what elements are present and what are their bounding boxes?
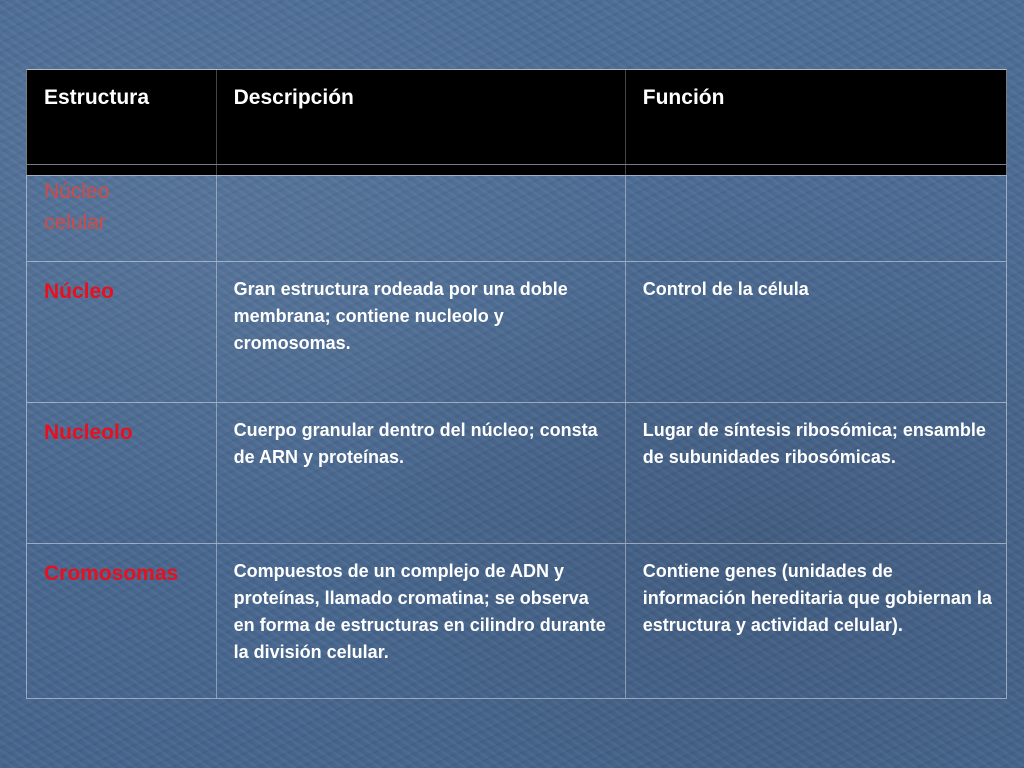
row-gap [26, 392, 1007, 402]
structure-name: Cromosomas [44, 562, 179, 585]
structure-name: Nucleolo [44, 421, 133, 444]
structure-name: Núcleo [44, 280, 115, 303]
header-estructura: Estructura [27, 70, 217, 164]
row-function-cell [626, 544, 1006, 698]
row-function-cell [626, 403, 1006, 533]
header-funcion: Función [642, 86, 725, 109]
structures-table [26, 69, 1007, 699]
row-gap [26, 251, 1007, 261]
row-description-cell [217, 403, 626, 533]
row-function-cell [626, 176, 1006, 251]
table-header-row [26, 69, 1007, 164]
spacer-cell [27, 165, 217, 175]
structure-function: Contiene genes (unidades de información hereditaria que gobiernan la estructura y actividad celular). [642, 561, 992, 635]
table-row [26, 402, 1007, 533]
structure-description: Gran estructura rodeada por una doble membrana; contiene nucleolo y cromosomas. [233, 279, 568, 353]
structure-name: Núcleo celular [44, 180, 110, 234]
row-description-cell [217, 176, 626, 251]
spacer-cell [626, 165, 1006, 175]
row-name-cell [27, 176, 217, 251]
structure-description: Cuerpo granular dentro del núcleo; consta de ARN y proteínas. [233, 420, 598, 467]
row-description-cell [217, 544, 626, 698]
row-name-cell [27, 403, 217, 533]
structure-function: Control de la célula [642, 279, 809, 299]
structure-description: Compuestos de un complejo de ADN y proteínas, llamado cromatina; se observa en forma de estructuras en cilindro durante la división celular. [233, 561, 606, 662]
header-descripcion: Descripción [217, 70, 626, 164]
table-row [26, 543, 1007, 699]
spacer-cell [217, 165, 626, 175]
row-gap [26, 533, 1007, 543]
row-function-cell [626, 262, 1006, 392]
row-name-cell [27, 262, 217, 392]
table-row [26, 261, 1007, 392]
header-spacer-row [26, 164, 1007, 175]
row-description-cell [217, 262, 626, 392]
structure-function: Lugar de síntesis ribosómica; ensamble de subunidades ribosómicas. [642, 420, 986, 467]
row-name-cell [27, 544, 217, 698]
table-row [26, 175, 1007, 251]
